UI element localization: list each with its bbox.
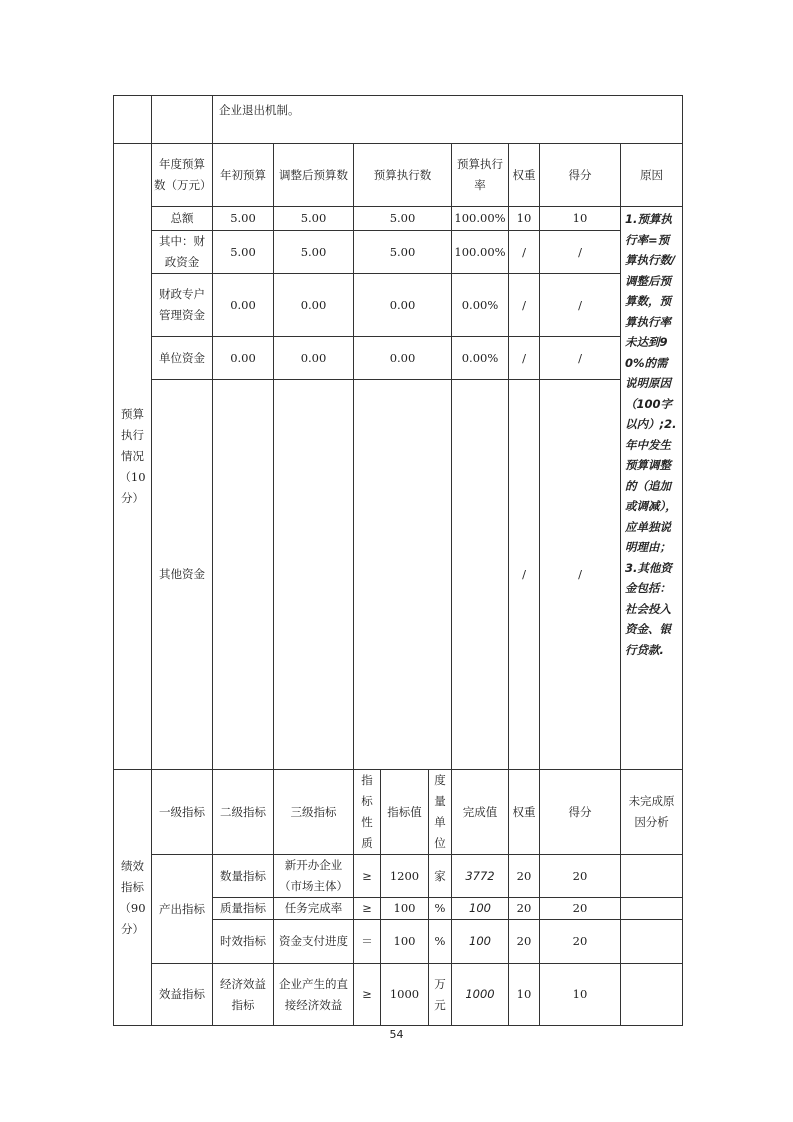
- cell: /: [509, 337, 540, 380]
- performance-section-label: 绩效指标（90分）: [114, 770, 152, 1026]
- level1-cell: 效益指标: [152, 964, 213, 1026]
- table-row: [114, 96, 683, 144]
- cell: 1200: [381, 855, 429, 898]
- page-number: 54: [389, 1028, 404, 1041]
- cell: ≥: [354, 855, 381, 898]
- cell: 20: [509, 855, 540, 898]
- header-cell: 权重: [509, 770, 540, 855]
- table-row: [114, 337, 683, 380]
- cell: [213, 380, 274, 770]
- cell: 5.00: [274, 231, 354, 274]
- cell: /: [540, 274, 621, 337]
- header-cell: 三级指标: [274, 770, 354, 855]
- table-row: [114, 380, 683, 770]
- cell: %: [429, 920, 452, 964]
- cell: 0.00: [213, 274, 274, 337]
- cell: 质量指标: [213, 898, 274, 920]
- empty-cell: [114, 96, 152, 144]
- header-cell: 原因: [621, 144, 683, 207]
- cell: 20: [509, 898, 540, 920]
- cell: [354, 380, 452, 770]
- cell: [452, 380, 509, 770]
- reason-note: 1.预算执行率=预算执行数/调整后预算数，预算执行率未达到90%的需说明原因（100字以内）;2.年中发生预算调整的（追加或调减），应单独说明理由；3.其他资金包括：社会投入资金、银行贷款.: [621, 207, 683, 770]
- cell: 20: [509, 920, 540, 964]
- cell: [274, 380, 354, 770]
- table-row: [114, 274, 683, 337]
- cell: 0.00: [274, 337, 354, 380]
- header-cell: 一级指标: [152, 770, 213, 855]
- cell: [621, 855, 683, 898]
- cell: /: [540, 380, 621, 770]
- table-row: [114, 964, 683, 1026]
- row-label: 总额: [152, 207, 213, 231]
- cell: 5.00: [213, 231, 274, 274]
- header-cell: 得分: [540, 144, 621, 207]
- row-label: 其中：财政资金: [152, 231, 213, 274]
- cell: 10: [540, 964, 621, 1026]
- header-cell: 调整后预算数: [274, 144, 354, 207]
- cell: 0.00: [354, 337, 452, 380]
- budget-section-label: 预算执行情况（10分）: [114, 144, 152, 770]
- cell: ＝: [354, 920, 381, 964]
- cell: 5.00: [354, 231, 452, 274]
- cell: 新开办企业（市场主体）: [274, 855, 354, 898]
- cell: 0.00%: [452, 337, 509, 380]
- performance-header-row: [114, 770, 683, 855]
- cell: /: [540, 231, 621, 274]
- cell: 家: [429, 855, 452, 898]
- cell: 资金支付进度: [274, 920, 354, 964]
- cell: 5.00: [354, 207, 452, 231]
- cell: %: [429, 898, 452, 920]
- header-cell: 得分: [540, 770, 621, 855]
- table-row: [114, 207, 683, 231]
- row-label: 其他资金: [152, 380, 213, 770]
- header-cell: 度量单位: [429, 770, 452, 855]
- cell: ≥: [354, 964, 381, 1026]
- cell: [621, 964, 683, 1026]
- cell: /: [540, 337, 621, 380]
- cell: 数量指标: [213, 855, 274, 898]
- row-label: 单位资金: [152, 337, 213, 380]
- cell: 100.00%: [452, 231, 509, 274]
- cell: 10: [509, 207, 540, 231]
- level1-cell: 产出指标: [152, 855, 213, 964]
- cell: 5.00: [274, 207, 354, 231]
- cell: 20: [540, 898, 621, 920]
- cell: ≥: [354, 898, 381, 920]
- cell: 0.00: [354, 274, 452, 337]
- header-cell: 完成值: [452, 770, 509, 855]
- header-cell: 二级指标: [213, 770, 274, 855]
- cell: 100.00%: [452, 207, 509, 231]
- header-cell: 年度预算数（万元）: [152, 144, 213, 207]
- cell: 100: [381, 898, 429, 920]
- header-cell: 年初预算: [213, 144, 274, 207]
- cell: /: [509, 231, 540, 274]
- cell: 100: [381, 920, 429, 964]
- cell: 20: [540, 920, 621, 964]
- header-cell: 预算执行数: [354, 144, 452, 207]
- cell: 10: [540, 207, 621, 231]
- cell: /: [509, 380, 540, 770]
- header-cell: 权重: [509, 144, 540, 207]
- table-row: [114, 855, 683, 898]
- cell: 企业产生的直接经济效益: [274, 964, 354, 1026]
- top-text-cell: 企业退出机制。: [213, 96, 683, 144]
- cell: [621, 898, 683, 920]
- cell: /: [509, 274, 540, 337]
- cell: 万元: [429, 964, 452, 1026]
- cell: 100: [452, 920, 509, 964]
- cell: 任务完成率: [274, 898, 354, 920]
- budget-header-row: [114, 144, 683, 207]
- cell: 0.00%: [452, 274, 509, 337]
- cell: 100: [452, 898, 509, 920]
- cell: 时效指标: [213, 920, 274, 964]
- cell: 10: [509, 964, 540, 1026]
- header-cell: 未完成原因分析: [621, 770, 683, 855]
- cell: 1000: [381, 964, 429, 1026]
- cell: 3772: [452, 855, 509, 898]
- evaluation-table: [113, 95, 683, 1026]
- header-cell: 指标值: [381, 770, 429, 855]
- cell: 20: [540, 855, 621, 898]
- row-label: 财政专户管理资金: [152, 274, 213, 337]
- cell: 5.00: [213, 207, 274, 231]
- empty-cell: [152, 96, 213, 144]
- cell: 0.00: [213, 337, 274, 380]
- table-row: [114, 231, 683, 274]
- header-cell: 预算执行率: [452, 144, 509, 207]
- cell: 1000: [452, 964, 509, 1026]
- cell: [621, 920, 683, 964]
- cell: 0.00: [274, 274, 354, 337]
- cell: 经济效益指标: [213, 964, 274, 1026]
- header-cell: 指标性质: [354, 770, 381, 855]
